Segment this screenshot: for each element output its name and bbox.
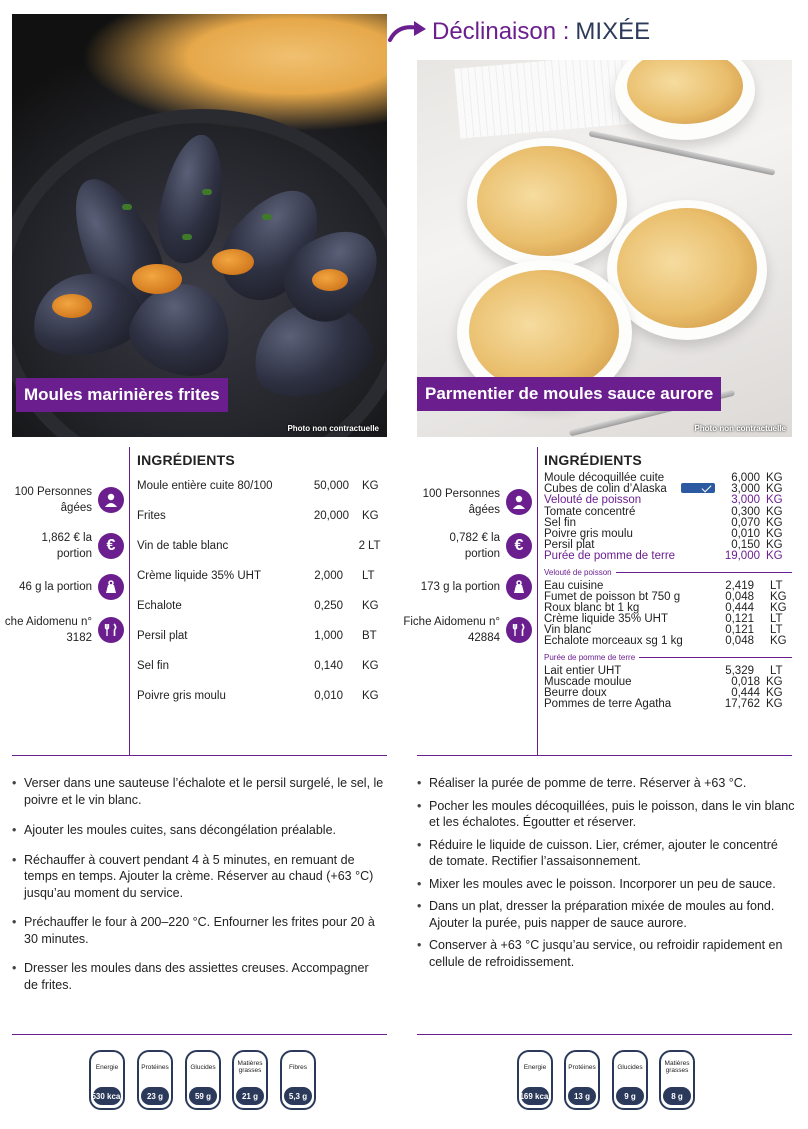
ingredient-qty: 6,000 [731, 472, 760, 484]
ingredient-unit: LT [770, 613, 783, 626]
ingredient-qty: 0,010 [314, 690, 343, 702]
ingredient-name: Moule entière cuite 80/100 [137, 480, 273, 492]
ingredient-row [137, 480, 387, 510]
person-icon [506, 489, 532, 515]
meta-portion-right [400, 574, 532, 600]
nutrition-label: Protéines [568, 1064, 596, 1071]
ingredient-unit: LT [770, 624, 783, 637]
nutrition-value: 530 kcal [93, 1087, 121, 1105]
nutrition-value: 9 g [616, 1087, 644, 1105]
ingredient-unit: LT [362, 570, 375, 582]
ingredient-qty: 0,070 [731, 516, 760, 529]
ingredient-unit: KG [766, 539, 783, 552]
photo-mussels-fries [12, 14, 387, 437]
ingredient-unit: KG [766, 698, 783, 711]
ingredient-unit: KG [362, 480, 379, 492]
ingredient-qty: 2,000 [314, 570, 343, 582]
ingredient-unit: KG [362, 660, 379, 672]
nutrition-value: 59 g [189, 1087, 217, 1105]
ingredient-name: Pommes de terre Agatha [544, 698, 672, 711]
step-item: • Réchauffer à couvert pendant 4 à 5 minutes, en remuant de temps en temps. Ajouter la crème. Réserver au chaud (+63 °C) jusqu’au moment du service. [12, 852, 384, 902]
nutrition-value: 13 g [568, 1087, 596, 1105]
ingredient-qty: 1,000 [314, 630, 343, 642]
ingredient-row [137, 540, 387, 570]
ingredient-name: Muscade moulue [544, 675, 632, 688]
ingredient-unit: KG [362, 600, 379, 612]
meta-persons-left [0, 484, 124, 516]
step-item: • Réduire le liquide de cuisson. Lier, crémer, ajouter le concentré de tomate. Rectifier l’assaisonnement. [417, 837, 795, 870]
ingredient-name: Fumet de poisson bt 750 g [544, 590, 681, 603]
nutrition-label: Matières grasses [664, 1060, 690, 1074]
ingredient-qty: 0,300 [731, 505, 760, 518]
ingredient-qty: 2 [358, 540, 365, 552]
ingredient-name: Poivre gris moulu [137, 690, 226, 702]
ingredient-unit: LT [770, 664, 783, 677]
ingredient-name: Crème liquide 35% UHT [137, 570, 261, 582]
nutrition-value: 8 g [663, 1087, 691, 1105]
ingredient-qty: 17,762 [724, 698, 760, 711]
ingredient-name: Poivre gris moulu [544, 527, 633, 540]
ingredient-unit: KG [766, 472, 783, 484]
divider-bottom-right [417, 1034, 792, 1035]
ingredient-name: Velouté de poisson [544, 494, 642, 507]
ingredient-unit: KG [770, 635, 787, 648]
fiche-text: che Aidomenu n° 3182 [4, 616, 92, 644]
ingredient-name: Sel fin [137, 660, 169, 672]
nutrition-label: Matières grasses [237, 1060, 263, 1074]
nutrition-fat [659, 1050, 695, 1110]
meta-fiche-left [0, 614, 124, 646]
ingredient-name: Roux blanc bt 1 kg [544, 601, 640, 614]
nutrition-carbs [612, 1050, 648, 1110]
ingredient-row [137, 570, 387, 600]
nutrition-protein [137, 1050, 173, 1110]
curved-arrow-icon [388, 18, 430, 46]
ingredient-row-subrecipe [544, 551, 792, 562]
persons-text: 100 Personnes âgées [14, 486, 92, 514]
ingredient-qty: 0,150 [731, 539, 760, 552]
divider-horizontal-right [417, 755, 792, 756]
portion-text: 46 g la portion [19, 581, 92, 593]
weight-icon [506, 574, 532, 600]
person-icon [98, 487, 124, 513]
photo-mussel-parmentier [417, 60, 792, 437]
ingredient-qty: 3,000 [731, 494, 760, 507]
nutrition-value: 5,3 g [284, 1087, 312, 1105]
ingredient-qty: 0,250 [314, 600, 343, 612]
ingredient-unit: KG [362, 510, 379, 522]
ingredient-unit: KG [766, 483, 783, 496]
nutrition-label: Fibres [288, 1064, 308, 1071]
nutrition-value: 169 kcal [521, 1087, 549, 1105]
ingredient-name: Frites [137, 510, 166, 522]
ingredient-unit: KG [770, 601, 787, 614]
ingredient-unit: KG [766, 516, 783, 529]
step-item: • Préchauffer le four à 200–220 °C. Enfourner les frites pour 20 à 30 minutes. [12, 914, 384, 947]
subrecipe-header-veloute: Velouté de poisson [544, 563, 792, 581]
ingredient-row [137, 660, 387, 690]
ingredient-row [544, 699, 792, 710]
weight-icon [98, 574, 124, 600]
step-item: • Réaliser la purée de pomme de terre. Réserver à +63 °C. [417, 775, 795, 792]
persons-text: 100 Personnes âgées [422, 488, 500, 516]
price-text: 1,862 € la portion [41, 532, 92, 560]
ingredient-name: Cubes de colin d’Alaska [544, 484, 715, 495]
ingredient-row [137, 690, 387, 720]
photo-title-right: Parmentier de moules sauce aurore [417, 377, 721, 411]
photo-disclaimer-right: Photo non contractuelle [694, 424, 786, 433]
ingredient-name: Echalote morceaux sg 1 kg [544, 635, 683, 648]
ingredient-qty: 5,329 [725, 664, 754, 677]
nutrition-label: Glucides [190, 1064, 216, 1071]
ingredient-row [544, 636, 792, 647]
ingredient-row [544, 581, 792, 592]
ingredient-qty: 0,010 [731, 527, 760, 540]
ingredient-qty: 3,000 [731, 483, 760, 496]
step-item: • Ajouter les moules cuites, sans décongélation préalable. [12, 822, 384, 839]
nutrition-fat [232, 1050, 268, 1110]
photo-disclaimer-left: Photo non contractuelle [287, 424, 379, 433]
meta-price-left [0, 530, 124, 562]
divider-vertical-left [129, 447, 130, 755]
ingredients-title-right: INGRÉDIENTS [544, 452, 642, 468]
divider-horizontal-left [12, 755, 387, 756]
nutrition-label: Energie [523, 1064, 547, 1071]
meta-price-right [400, 530, 532, 562]
price-text: 0,782 € la portion [449, 532, 500, 560]
fiche-text: Fiche Aidomenu n° 42884 [403, 616, 500, 644]
ingredient-row [137, 600, 387, 630]
cutlery-icon [506, 617, 532, 643]
ingredient-qty: 2,419 [725, 579, 754, 592]
ingredient-name: Persil plat [137, 630, 188, 642]
divider-vertical-right [537, 447, 538, 755]
portion-text: 173 g la portion [420, 581, 500, 593]
ingredient-qty: 0,121 [725, 613, 754, 626]
ingredient-unit: KG [766, 550, 783, 563]
ingredient-unit: LT [770, 579, 783, 592]
ingredient-name: Sel fin [544, 516, 576, 529]
ingredient-name: Eau cuisine [544, 579, 604, 592]
variant-header [388, 14, 798, 50]
nutrition-value: 23 g [141, 1087, 169, 1105]
step-item: • Dans un plat, dresser la préparation mixée de moules au fond. Ajouter la purée, puis napper de sauce aurore. [417, 898, 795, 931]
nutrition-label: Protéines [141, 1064, 169, 1071]
ingredient-unit: KG [766, 505, 783, 518]
ingredient-row [137, 630, 387, 660]
ingredient-qty: 20,000 [313, 510, 349, 522]
euro-icon: € [506, 533, 532, 559]
ingredient-unit: LT [368, 540, 381, 552]
ingredient-unit: BT [362, 630, 377, 642]
nutrition-label: Glucides [617, 1064, 643, 1071]
ingredient-name: Tomate concentré [544, 505, 636, 518]
ingredients-list-left [137, 480, 387, 720]
ingredient-name: Vin de table blanc [137, 540, 229, 552]
ingredient-unit: KG [362, 690, 379, 702]
ingredient-qty: 0,444 [731, 687, 760, 699]
ingredient-qty: 0,140 [314, 660, 343, 672]
step-item: • Mixer les moules avec le poisson. Incorporer un peu de sauce. [417, 876, 795, 893]
ingredient-name: Beurre doux [544, 687, 607, 699]
nutrition-protein [564, 1050, 600, 1110]
meta-portion-left [0, 574, 124, 600]
ingredient-qty: 50,000 [313, 480, 349, 492]
nutrition-value: 21 g [236, 1087, 264, 1105]
ingredient-name: Moule décoquillée cuite [544, 472, 665, 484]
ingredient-unit: KG [770, 590, 787, 603]
meta-persons-right [400, 486, 532, 518]
meta-fiche-right [400, 614, 532, 646]
nutrition-label: Energie [95, 1064, 119, 1071]
variant-label: Déclinaison : [432, 18, 570, 45]
ingredient-unit: KG [766, 675, 783, 688]
nutrition-fiber [280, 1050, 316, 1110]
step-item: • Verser dans une sauteuse l’échalote et le persil surgelé, le sel, le poivre et le vin blanc. [12, 775, 384, 808]
cutlery-icon [98, 617, 124, 643]
step-item: • Conserver à +63 °C jusqu’au service, ou refroidir rapidement en cellule de refroidissement. [417, 937, 795, 970]
msc-label-icon [681, 483, 715, 493]
ingredient-name: Persil plat [544, 539, 595, 552]
ingredient-name: Purée de pomme de terre [544, 550, 676, 563]
ingredient-name: Vin blanc [544, 624, 592, 637]
steps-right [417, 775, 795, 970]
ingredients-title-left: INGRÉDIENTS [137, 452, 235, 468]
ingredient-name: Echalote [137, 600, 182, 612]
step-item: • Pocher les moules décoquillées, puis le poisson, dans le vin blanc et les échalotes. Égoutter et réserver. [417, 798, 795, 831]
steps-left [12, 775, 384, 993]
step-item: • Dresser les moules dans des assiettes creuses. Accompagner de frites. [12, 960, 384, 993]
ingredient-unit: KG [766, 527, 783, 540]
ingredient-unit: KG [766, 494, 783, 507]
ingredient-unit: KG [766, 687, 783, 699]
ingredient-qty: 0,048 [725, 590, 754, 603]
ingredient-row [137, 510, 387, 540]
nutrition-carbs [185, 1050, 221, 1110]
ingredients-list-right [544, 473, 792, 710]
divider-bottom-left [12, 1034, 387, 1035]
nutrition-energy [517, 1050, 553, 1110]
photo-title-left: Moules marinières frites [16, 378, 228, 412]
nutrition-energy [89, 1050, 125, 1110]
ingredient-qty: 0,121 [725, 624, 754, 637]
ingredient-qty: 0,018 [731, 675, 760, 688]
ingredient-qty: 0,048 [725, 635, 754, 648]
euro-icon: € [98, 533, 124, 559]
ingredient-name: Lait entier UHT [544, 664, 622, 677]
variant-value: MIXÉE [575, 18, 651, 45]
ingredient-name: Crème liquide 35% UHT [544, 613, 668, 626]
ingredient-qty: 0,444 [725, 601, 754, 614]
ingredient-row-subrecipe [544, 495, 792, 506]
subrecipe-header-puree: Purée de pomme de terre [544, 648, 792, 666]
ingredient-qty: 19,000 [724, 550, 760, 563]
